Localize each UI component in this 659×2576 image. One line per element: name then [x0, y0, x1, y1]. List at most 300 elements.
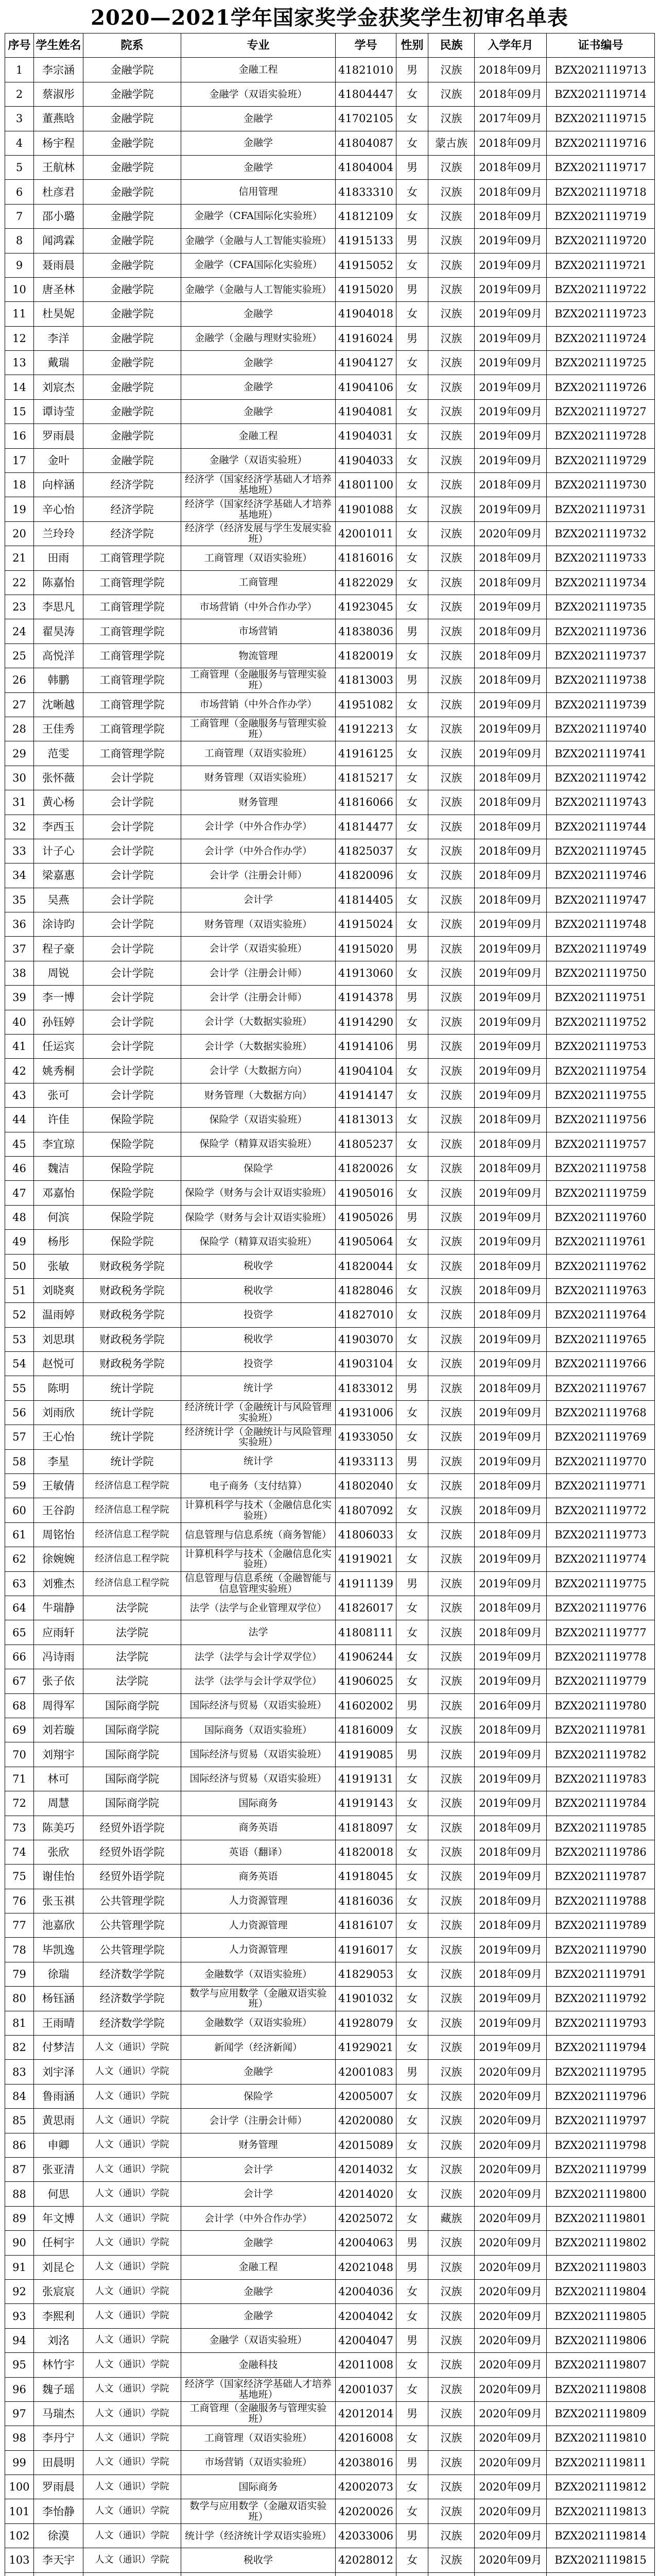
cell-enrollment: 2018年09月	[475, 570, 547, 595]
table-row	[5, 2401, 655, 2426]
cell-student-id: 41814477	[336, 815, 396, 839]
cell-major: 财务管理（双语实验班）	[181, 912, 336, 937]
cell-name: 翟昊涛	[34, 619, 83, 643]
cell-major: 经济学（国家经济学基础人才培养基地班）	[181, 2377, 336, 2401]
cell-department: 金融学院	[83, 424, 181, 448]
cell-name: 唐圣林	[34, 277, 83, 301]
cell-major: 税收学	[181, 1254, 336, 1278]
cell-major: 金融学（双语实验班）	[181, 82, 336, 106]
cell-enrollment: 2019年09月	[475, 1352, 547, 1376]
cell-certificate: BZX2021119815	[547, 2548, 655, 2572]
cell-gender: 男	[396, 2328, 428, 2352]
cell-enrollment: 2018年09月	[475, 1132, 547, 1156]
cell-index: 66	[5, 1645, 34, 1669]
cell-certificate: BZX2021119721	[547, 253, 655, 277]
cell-gender: 女	[396, 180, 428, 204]
cell-major: 会计学	[181, 2157, 336, 2181]
cell-enrollment: 2019年09月	[475, 448, 547, 472]
cell-major: 法学（法学与会计学双学位）	[181, 1669, 336, 1693]
cell-student-id: 41918045	[336, 1865, 396, 1889]
cell-department: 人文（通识）学院	[83, 2279, 181, 2303]
cell-ethnicity: 汉族	[428, 2109, 475, 2133]
table-row	[5, 1522, 655, 1547]
cell-index: 22	[5, 570, 34, 595]
cell-enrollment: 2020年09月	[475, 2231, 547, 2255]
cell-department: 金融学院	[83, 180, 181, 204]
cell-major: 工商管理（金融服务与管理实验班）	[181, 668, 336, 692]
cell-ethnicity: 汉族	[428, 1742, 475, 1767]
cell-ethnicity: 汉族	[428, 2426, 475, 2450]
cell-index: 70	[5, 1742, 34, 1767]
table-row	[5, 2231, 655, 2255]
cell-certificate: BZX2021119730	[547, 473, 655, 497]
cell-ethnicity: 汉族	[428, 107, 475, 131]
cell-enrollment: 2020年09月	[475, 2255, 547, 2279]
cell-major: 法学（法学与会计学双学位）	[181, 1645, 336, 1669]
table-row	[5, 790, 655, 815]
cell-student-id: 41821010	[336, 58, 396, 82]
cell-index: 63	[5, 1571, 34, 1596]
cell-student-id: 41919143	[336, 1791, 396, 1816]
cell-gender: 女	[396, 302, 428, 326]
cell-certificate: BZX2021119761	[547, 1230, 655, 1254]
cell-gender: 女	[396, 643, 428, 668]
cell-major: 保险学	[181, 1156, 336, 1180]
cell-gender: 女	[396, 375, 428, 399]
cell-student-id: 41820019	[336, 643, 396, 668]
cell-name: 张亚清	[34, 2157, 83, 2181]
cell-index: 46	[5, 1156, 34, 1180]
cell-gender: 女	[396, 2133, 428, 2157]
cell-ethnicity: 汉族	[428, 2401, 475, 2426]
cell-name: 张欣	[34, 1840, 83, 1864]
cell-ethnicity: 汉族	[428, 1278, 475, 1302]
cell-gender: 女	[396, 1181, 428, 1205]
cell-certificate: BZX2021119799	[547, 2157, 655, 2181]
cell-certificate: BZX2021119769	[547, 1425, 655, 1449]
cell-gender: 女	[396, 1962, 428, 1986]
cell-index: 102	[5, 2523, 34, 2548]
cell-enrollment: 2018年09月	[475, 668, 547, 692]
cell-index: 16	[5, 424, 34, 448]
cell-gender: 女	[396, 1645, 428, 1669]
table-row	[5, 1498, 655, 1522]
cell-index: 54	[5, 1352, 34, 1376]
cell-name: 黄思雨	[34, 2109, 83, 2133]
cell-name: 罗雨晨	[34, 2475, 83, 2499]
cell-ethnicity: 汉族	[428, 2036, 475, 2060]
cell-index: 31	[5, 790, 34, 815]
cell-major: 市场营销（中外合作办学）	[181, 595, 336, 619]
cell-name: 周锐	[34, 961, 83, 985]
cell-major: 会计学（注册会计师）	[181, 961, 336, 985]
cell-enrollment: 2018年09月	[475, 1303, 547, 1327]
cell-gender: 男	[396, 2450, 428, 2475]
cell-certificate: BZX2021119795	[547, 2060, 655, 2084]
cell-certificate: BZX2021119752	[547, 1010, 655, 1034]
cell-enrollment: 2018年09月	[475, 1889, 547, 1913]
cell-department: 公共管理学院	[83, 1938, 181, 1962]
cell-index: 52	[5, 1303, 34, 1327]
cell-index: 43	[5, 1083, 34, 1107]
cell-student-id: 41906244	[336, 1645, 396, 1669]
cell-name: 王雨晴	[34, 2011, 83, 2035]
table-row	[5, 302, 655, 326]
cell-major: 经济学（经济发展与学生发展实验班）	[181, 521, 336, 546]
cell-department: 保险学院	[83, 1132, 181, 1156]
cell-ethnicity: 汉族	[428, 1425, 475, 1449]
cell-department: 金融学院	[83, 58, 181, 82]
cell-enrollment: 2019年09月	[475, 1205, 547, 1229]
table-row	[5, 1059, 655, 1083]
cell-student-id: 41903104	[336, 1352, 396, 1376]
cell-certificate: BZX2021119742	[547, 766, 655, 790]
cell-index: 44	[5, 1108, 34, 1132]
cell-certificate: BZX2021119750	[547, 961, 655, 985]
cell-name: 刘雅杰	[34, 1571, 83, 1596]
cell-certificate: BZX2021119757	[547, 1132, 655, 1156]
cell-gender: 男	[396, 2523, 428, 2548]
table-row	[5, 1205, 655, 1229]
cell-enrollment: 2020年09月	[475, 521, 547, 546]
cell-student-id: 41801100	[336, 473, 396, 497]
cell-certificate: BZX2021119747	[547, 888, 655, 912]
cell-enrollment: 2018年09月	[475, 1840, 547, 1864]
cell-major: 保险学（精算双语实验班）	[181, 1132, 336, 1156]
cell-index: 67	[5, 1669, 34, 1693]
cell-student-id: 42001083	[336, 2060, 396, 2084]
cell-gender: 女	[396, 2182, 428, 2206]
cell-student-id: 41923045	[336, 595, 396, 619]
cell-gender: 女	[396, 107, 428, 131]
table-row	[5, 1035, 655, 1059]
cell-department: 工商管理学院	[83, 692, 181, 717]
table-row	[5, 1913, 655, 1938]
cell-gender: 女	[396, 1522, 428, 1547]
cell-student-id: 41919131	[336, 1767, 396, 1791]
cell-name: 闻鸿霖	[34, 229, 83, 253]
cell-ethnicity: 藏族	[428, 2206, 475, 2230]
cell-enrollment: 2018年09月	[475, 58, 547, 82]
cell-gender: 女	[396, 1913, 428, 1938]
cell-certificate: BZX2021119797	[547, 2109, 655, 2133]
cell-ethnicity: 汉族	[428, 1987, 475, 2011]
cell-major: 商务英语	[181, 1865, 336, 1889]
cell-major: 信息管理与信息系统（商务智能）	[181, 1522, 336, 1547]
cell-name: 田晨明	[34, 2450, 83, 2475]
cell-department: 会计学院	[83, 790, 181, 815]
cell-name: 王航林	[34, 155, 83, 179]
cell-name: 冯诗雨	[34, 1645, 83, 1669]
cell-name: 杨彤	[34, 1230, 83, 1254]
table-row	[5, 2133, 655, 2157]
cell-enrollment: 2019年09月	[475, 1645, 547, 1669]
table-row	[5, 424, 655, 448]
cell-student-id: 41901088	[336, 497, 396, 521]
cell-name: 申卿	[34, 2133, 83, 2157]
cell-certificate: BZX2021119720	[547, 229, 655, 253]
cell-certificate: BZX2021119732	[547, 521, 655, 546]
cell-enrollment: 2019年09月	[475, 595, 547, 619]
cell-certificate: BZX2021119774	[547, 1547, 655, 1571]
cell-ethnicity: 汉族	[428, 2255, 475, 2279]
cell-gender: 男	[396, 1571, 428, 1596]
cell-ethnicity: 汉族	[428, 180, 475, 204]
cell-index: 81	[5, 2011, 34, 2035]
cell-student-id: 41820044	[336, 1254, 396, 1278]
table-row	[5, 351, 655, 375]
cell-index: 85	[5, 2109, 34, 2133]
table-row	[5, 1840, 655, 1864]
cell-index: 19	[5, 497, 34, 521]
cell-name: 黄心杨	[34, 790, 83, 815]
cell-department: 金融学院	[83, 204, 181, 228]
cell-ethnicity: 汉族	[428, 1522, 475, 1547]
table-row	[5, 839, 655, 863]
cell-department: 金融学院	[83, 351, 181, 375]
cell-index: 9	[5, 253, 34, 277]
cell-name: 徐漠	[34, 2523, 83, 2548]
cell-enrollment: 2018年09月	[475, 790, 547, 815]
cell-student-id: 41828046	[336, 1278, 396, 1302]
cell-enrollment: 2018年09月	[475, 1376, 547, 1400]
cell-index: 100	[5, 2475, 34, 2499]
cell-department: 经贸外语学院	[83, 1840, 181, 1864]
cell-student-id: 41914106	[336, 1035, 396, 1059]
cell-enrollment: 2019年09月	[475, 1327, 547, 1351]
cell-index: 80	[5, 1987, 34, 2011]
cell-department: 人文（通识）学院	[83, 2060, 181, 2084]
cell-ethnicity: 汉族	[428, 839, 475, 863]
cell-enrollment: 2019年09月	[475, 1425, 547, 1449]
cell-department: 经贸外语学院	[83, 1816, 181, 1840]
cell-major: 税收学	[181, 2548, 336, 2572]
cell-department: 人文（通识）学院	[83, 2499, 181, 2523]
cell-student-id: 41931006	[336, 1400, 396, 1425]
cell-gender: 男	[396, 277, 428, 301]
cell-department: 人文（通识）学院	[83, 2036, 181, 2060]
cell-major: 保险学（财务与会计双语实验班）	[181, 1205, 336, 1229]
cell-department: 工商管理学院	[83, 546, 181, 570]
cell-major: 数学与应用数学（金融双语实验班）	[181, 2499, 336, 2523]
cell-name: 吴燕	[34, 888, 83, 912]
cell-major: 金融学	[181, 2060, 336, 2084]
cell-enrollment: 2018年09月	[475, 643, 547, 668]
cell-gender: 男	[396, 326, 428, 350]
cell-major: 会计学	[181, 888, 336, 912]
cell-enrollment: 2019年09月	[475, 1987, 547, 2011]
table-row	[5, 1718, 655, 1742]
cell-certificate: BZX2021119790	[547, 1938, 655, 1962]
table-row	[5, 107, 655, 131]
table-row	[5, 1108, 655, 1132]
cell-certificate: BZX2021119740	[547, 717, 655, 741]
cell-index: 76	[5, 1889, 34, 1913]
cell-ethnicity: 汉族	[428, 1693, 475, 1718]
cell-ethnicity: 汉族	[428, 1376, 475, 1400]
cell-name: 张怀薇	[34, 766, 83, 790]
table-row	[5, 131, 655, 155]
cell-ethnicity: 汉族	[428, 253, 475, 277]
cell-department: 人文（通识）学院	[83, 2377, 181, 2401]
cell-enrollment: 2018年09月	[475, 1596, 547, 1620]
cell-index: 75	[5, 1865, 34, 1889]
cell-major: 市场营销	[181, 619, 336, 643]
cell-certificate: BZX2021119794	[547, 2036, 655, 2060]
cell-department: 人文（通识）学院	[83, 2548, 181, 2572]
cell-index: 28	[5, 717, 34, 741]
cell-gender: 男	[396, 1376, 428, 1400]
cell-gender: 女	[396, 253, 428, 277]
cell-department: 金融学院	[83, 326, 181, 350]
cell-index: 41	[5, 1035, 34, 1059]
cell-major: 会计学（大数据实验班）	[181, 1010, 336, 1034]
cell-certificate: BZX2021119728	[547, 424, 655, 448]
cell-certificate: BZX2021119772	[547, 1498, 655, 1522]
cell-index: 94	[5, 2328, 34, 2352]
cell-enrollment: 2020年09月	[475, 2499, 547, 2523]
cell-student-id: 41933113	[336, 1449, 396, 1473]
table-row	[5, 692, 655, 717]
cell-student-id: 41905016	[336, 1181, 396, 1205]
cell-department: 财政税务学院	[83, 1278, 181, 1302]
cell-department: 经济学院	[83, 473, 181, 497]
cell-student-id: 42004047	[336, 2328, 396, 2352]
cell-gender: 男	[396, 1035, 428, 1059]
cell-ethnicity: 汉族	[428, 277, 475, 301]
cell-ethnicity: 汉族	[428, 82, 475, 106]
cell-certificate: BZX2021119814	[547, 2523, 655, 2548]
cell-certificate: BZX2021119736	[547, 619, 655, 643]
cell-department: 法学院	[83, 1669, 181, 1693]
cell-gender: 女	[396, 2304, 428, 2328]
cell-ethnicity: 汉族	[428, 1156, 475, 1180]
cell-ethnicity: 汉族	[428, 1596, 475, 1620]
cell-certificate: BZX2021119771	[547, 1474, 655, 1498]
cell-student-id: 41928079	[336, 2011, 396, 2035]
cell-student-id: 42016008	[336, 2426, 396, 2450]
cell-index: 72	[5, 1791, 34, 1816]
cell-certificate: BZX2021119782	[547, 1742, 655, 1767]
cell-certificate: BZX2021119754	[547, 1059, 655, 1083]
cell-certificate: BZX2021119726	[547, 375, 655, 399]
cell-index: 40	[5, 1010, 34, 1034]
cell-department: 统计学院	[83, 1400, 181, 1425]
cell-name: 刘翔宇	[34, 1742, 83, 1767]
cell-enrollment: 2019年09月	[475, 1400, 547, 1425]
cell-name: 李思凡	[34, 595, 83, 619]
cell-ethnicity: 汉族	[428, 2279, 475, 2303]
cell-department: 金融学院	[83, 107, 181, 131]
cell-ethnicity: 汉族	[428, 1449, 475, 1473]
cell-student-id: 41814405	[336, 888, 396, 912]
cell-department: 法学院	[83, 1645, 181, 1669]
cell-index: 10	[5, 277, 34, 301]
table-row	[5, 1400, 655, 1425]
table-row	[5, 1230, 655, 1254]
table-row	[5, 619, 655, 643]
cell-index: 23	[5, 595, 34, 619]
cell-gender: 女	[396, 1156, 428, 1180]
table-row	[5, 2499, 655, 2523]
cell-name: 应雨轩	[34, 1620, 83, 1645]
cell-enrollment	[475, 2572, 547, 2576]
cell-certificate: BZX2021119748	[547, 912, 655, 937]
cell-gender: 女	[396, 1620, 428, 1645]
cell-department: 统计学院	[83, 1376, 181, 1400]
cell-certificate: BZX2021119801	[547, 2206, 655, 2230]
table-row	[5, 570, 655, 595]
cell-certificate: BZX2021119791	[547, 1962, 655, 1986]
cell-student-id: 42004042	[336, 2304, 396, 2328]
cell-student-id: 41805237	[336, 1132, 396, 1156]
cell-gender: 女	[396, 2377, 428, 2401]
cell-ethnicity: 汉族	[428, 619, 475, 643]
cell-student-id: 42012014	[336, 2401, 396, 2426]
table-row	[5, 1547, 655, 1571]
cell-ethnicity: 汉族	[428, 1669, 475, 1693]
table-row	[5, 668, 655, 692]
cell-student-id: 41804087	[336, 131, 396, 155]
cell-ethnicity: 汉族	[428, 1620, 475, 1645]
cell-index: 92	[5, 2279, 34, 2303]
table-row	[5, 2279, 655, 2303]
cell-student-id: 41827010	[336, 1303, 396, 1327]
cell-enrollment: 2020年09月	[475, 2328, 547, 2352]
cell-department: 经济信息工程学院	[83, 1474, 181, 1498]
cell-certificate: BZX2021119808	[547, 2377, 655, 2401]
cell-name: 何思	[34, 2182, 83, 2206]
cell-student-id: 41904127	[336, 351, 396, 375]
cell-name: 何滨	[34, 1205, 83, 1229]
cell-major: 人力资源管理	[181, 1889, 336, 1913]
cell-gender: 女	[396, 448, 428, 472]
cell-enrollment: 2018年09月	[475, 155, 547, 179]
cell-name	[34, 2572, 83, 2576]
cell-department: 工商管理学院	[83, 619, 181, 643]
table-row	[5, 82, 655, 106]
table-row	[5, 2377, 655, 2401]
cell-major: 金融学	[181, 2304, 336, 2328]
cell-gender: 女	[396, 595, 428, 619]
cell-index: 79	[5, 1962, 34, 1986]
cell-student-id: 41933050	[336, 1425, 396, 1449]
cell-student-id: 41915133	[336, 229, 396, 253]
cell-name: 程子豪	[34, 937, 83, 961]
table-body	[5, 58, 655, 2576]
table-row	[5, 986, 655, 1010]
cell-certificate: BZX2021119733	[547, 546, 655, 570]
table-row	[5, 741, 655, 766]
cell-major: 市场营销（中外合作办学）	[181, 692, 336, 717]
cell-gender: 女	[396, 399, 428, 423]
cell-gender: 女	[396, 1059, 428, 1083]
cell-ethnicity: 汉族	[428, 1547, 475, 1571]
cell-department: 国际商学院	[83, 1767, 181, 1791]
cell-name: 王谷韵	[34, 1498, 83, 1522]
cell-ethnicity: 汉族	[428, 1400, 475, 1425]
cell-department: 金融学院	[83, 229, 181, 253]
cell-ethnicity: 汉族	[428, 2475, 475, 2499]
cell-major: 会计学（中外合作办学）	[181, 815, 336, 839]
cell-ethnicity: 汉族	[428, 448, 475, 472]
cell-student-id: 41912213	[336, 717, 396, 741]
cell-certificate: BZX2021119792	[547, 1987, 655, 2011]
cell-enrollment: 2018年09月	[475, 863, 547, 888]
cell-certificate	[547, 2572, 655, 2576]
cell-index: 99	[5, 2450, 34, 2475]
cell-gender: 男	[396, 155, 428, 179]
